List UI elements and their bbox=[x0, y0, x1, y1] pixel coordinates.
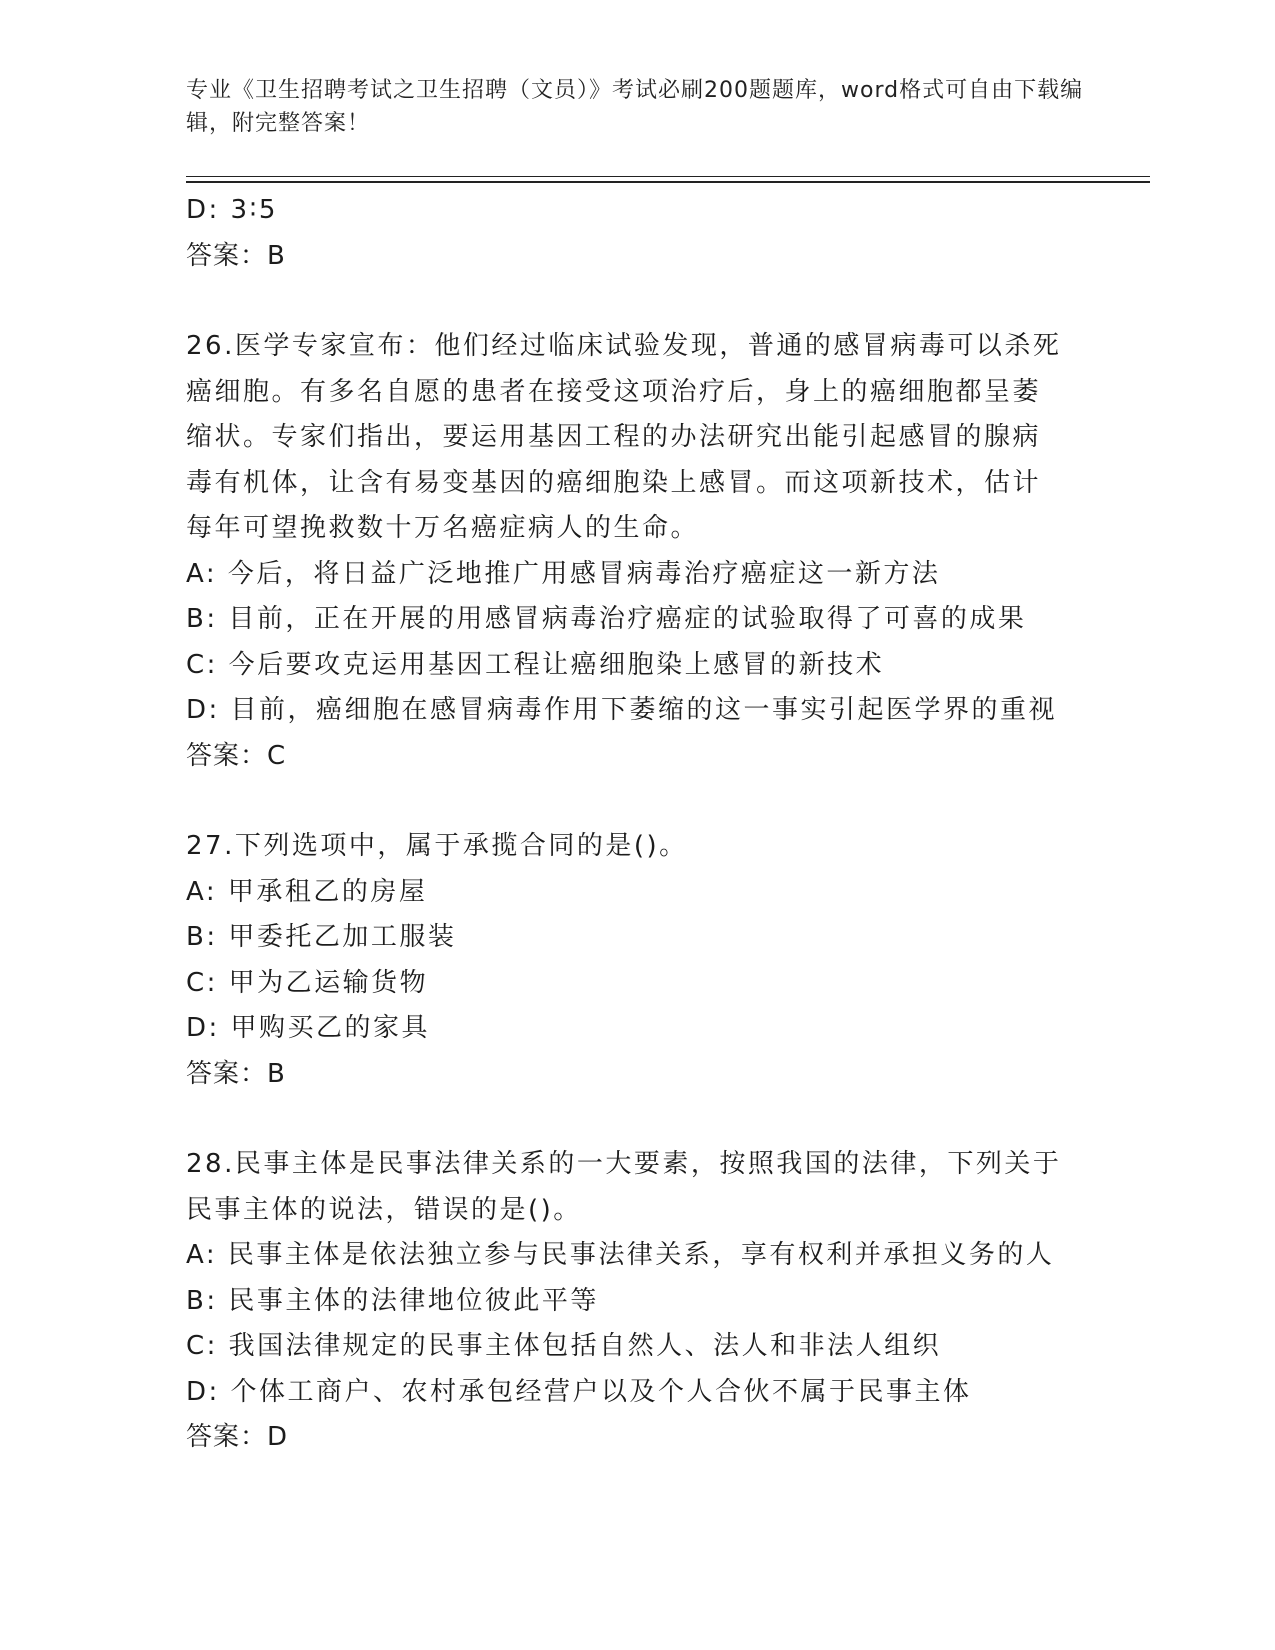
option-c: C: 甲为乙运输货物 bbox=[186, 967, 429, 998]
option-b: B: 甲委托乙加工服装 bbox=[186, 922, 457, 952]
option-a: A: 甲承租乙的房屋 bbox=[186, 876, 428, 907]
option-d: D: 目前，癌细胞在感冒病毒作用下萎缩的这一事实引起医学界的重视 bbox=[186, 695, 1058, 725]
option-a: A: 今后，将日益广泛地推广用感冒病毒治疗癌症这一新方法 bbox=[186, 558, 941, 589]
answer: 答案：B bbox=[186, 1058, 286, 1089]
header-rule-thin bbox=[186, 176, 1150, 177]
answer: 答案：B bbox=[186, 240, 286, 271]
answer: 答案：D bbox=[186, 1422, 289, 1452]
spacer bbox=[186, 279, 1186, 324]
question-26 bbox=[186, 324, 1186, 779]
document-header: 专业《卫生招聘考试之卫生招聘（文员）》考试必刷200题题库，word格式可自由下载编辑，附完整答案！ bbox=[186, 78, 1084, 136]
answer: 答案：C bbox=[186, 740, 287, 771]
option-a: A: 民事主体是依法独立参与民事法律关系，享有权利并承担义务的人 bbox=[186, 1240, 1055, 1270]
prev-question-tail bbox=[186, 188, 1186, 279]
question-27 bbox=[186, 824, 1186, 1097]
option-d: D: 甲购买乙的家具 bbox=[186, 1013, 431, 1043]
spacer bbox=[186, 1097, 1186, 1142]
question-stem: 27.下列选项中，属于承揽合同的是()。 bbox=[186, 831, 688, 861]
question-stem: 28.民事主体是民事法律关系的一大要素，按照我国的法律，下列关于民事主体的说法，错误的是()。 bbox=[186, 1149, 1062, 1225]
option-c: C: 我国法律规定的民事主体包括自然人、法人和非法人组织 bbox=[186, 1331, 942, 1361]
header-rule-thick bbox=[186, 181, 1150, 183]
option-c: C: 今后要攻克运用基因工程让癌细胞染上感冒的新技术 bbox=[186, 649, 885, 680]
option-b: B: 目前，正在开展的用感冒病毒治疗癌症的试验取得了可喜的成果 bbox=[186, 604, 1027, 634]
spacer bbox=[186, 779, 1186, 824]
document-body bbox=[186, 188, 1186, 1461]
option-d: D: 3∶5 bbox=[186, 195, 278, 225]
question-stem: 26.医学专家宣布：他们经过临床试验发现，普通的感冒病毒可以杀死癌细胞。有多名自愿的患者在接受这项治疗后，身上的癌细胞都呈萎缩状。专家们指出，要运用基因工程的办法研究出能引起感冒的腺病毒有机体，让含有易变基因的癌细胞染上感冒。而这项新技术，估计每年可望挽救数十万名癌症病人的生命。 bbox=[186, 331, 1062, 543]
option-d: D: 个体工商户、农村承包经营户以及个人合伙不属于民事主体 bbox=[186, 1376, 972, 1407]
option-b: B: 民事主体的法律地位彼此平等 bbox=[186, 1285, 599, 1316]
question-28 bbox=[186, 1142, 1186, 1461]
